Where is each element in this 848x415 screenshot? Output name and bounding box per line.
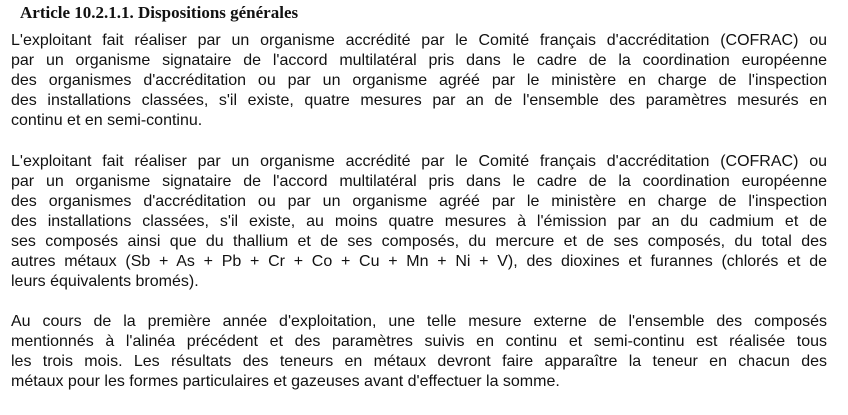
paragraph-line: des organismes d'accréditation ou par un organisme agréé par le ministère en charge de l'inspection (11, 72, 827, 89)
paragraph-line: autres métaux (Sb + As + Pb + Cr + Co + Cu + Mn + Ni + V), des dioxines et furannes (chlorés et de (11, 253, 827, 270)
paragraph-3 (11, 312, 827, 392)
paragraph-1 (11, 31, 827, 131)
paragraph-line: les trois mois. Les résultats des teneurs en métaux devront faire apparaître la teneur en chacun des (11, 353, 827, 370)
paragraph-2 (11, 152, 827, 292)
article-title: Article 10.2.1.1. Dispositions générales (20, 3, 299, 22)
paragraph-line: par un organisme signataire de l'accord multilatéral pris dans le cadre de la coordination européenne (11, 52, 827, 69)
paragraph-line: mentionnés à l'alinéa précédent et des paramètres suivis en continu et semi-continu est réalisée tous (11, 333, 827, 350)
paragraph-line: par un organisme signataire de l'accord multilatéral pris dans le cadre de la coordination européenne (11, 173, 827, 190)
paragraph-line: L'exploitant fait réaliser par un organisme accrédité par le Comité français d'accréditation (COFRAC) ou (11, 32, 827, 49)
paragraph-line: métaux pour les formes particulaires et gazeuses avant d'effectuer la somme. (11, 373, 560, 390)
paragraph-line: ses composés ainsi que du thallium et de ses composés, du mercure et de ses composés, du total des (11, 233, 827, 250)
paragraph-line: L'exploitant fait réaliser par un organisme accrédité par le Comité français d'accréditation (COFRAC) ou (11, 153, 827, 170)
paragraph-line: Au cours de la première année d'exploitation, une telle mesure externe de l'ensemble des composés (11, 313, 827, 330)
paragraph-line: des installations classées, s'il existe, au moins quatre mesures à l'émission par an du cadmium et de (11, 213, 827, 230)
paragraph-line: continu et en semi-continu. (11, 112, 203, 129)
paragraph-line: leurs équivalents bromés). (11, 273, 199, 290)
paragraph-line: des organismes d'accréditation ou par un organisme agréé par le ministère en charge de l'inspection (11, 193, 827, 210)
paragraph-line: des installations classées, s'il existe, quatre mesures par an de l'ensemble des paramètres mesurés en (11, 92, 827, 109)
